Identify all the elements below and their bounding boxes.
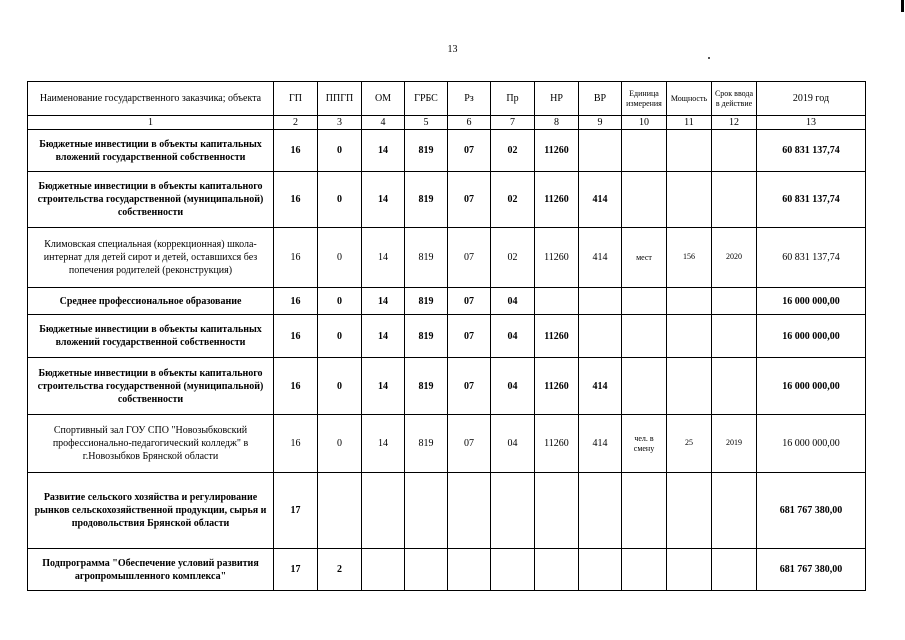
unit-cell <box>622 473 667 549</box>
nr-cell: 11260 <box>535 228 579 288</box>
header-capacity: Мощность <box>667 82 712 116</box>
grbs-cell: 819 <box>405 315 448 358</box>
term-cell <box>712 473 757 549</box>
om-cell: 14 <box>362 358 405 415</box>
term-cell <box>712 130 757 172</box>
term-cell <box>712 315 757 358</box>
unit-cell <box>622 315 667 358</box>
table-row <box>28 130 866 172</box>
capacity-cell: 25 <box>667 415 712 473</box>
unit-cell <box>622 130 667 172</box>
gp-cell: 16 <box>274 358 318 415</box>
amount-cell: 60 831 137,74 <box>757 130 866 172</box>
scan-edge-mark <box>901 0 904 12</box>
nr-cell <box>535 473 579 549</box>
header-term: Срок ввода в действие <box>712 82 757 116</box>
header-grbs: ГРБС <box>405 82 448 116</box>
ppgp-cell <box>318 473 362 549</box>
rz-cell: 07 <box>448 358 491 415</box>
rz-cell: 07 <box>448 228 491 288</box>
grbs-cell: 819 <box>405 358 448 415</box>
gp-cell: 17 <box>274 473 318 549</box>
unit-cell <box>622 549 667 591</box>
capacity-cell: 156 <box>667 228 712 288</box>
unit-cell: чел. в смену <box>622 415 667 473</box>
amount-cell: 681 767 380,00 <box>757 473 866 549</box>
om-cell <box>362 473 405 549</box>
amount-cell: 16 000 000,00 <box>757 315 866 358</box>
unit-cell <box>622 288 667 315</box>
term-cell: 2020 <box>712 228 757 288</box>
object-name: Развитие сельского хозяйства и регулирование рынков сельскохозяйственной продукции, сырья и продовольствия Брянской области <box>28 473 274 549</box>
amount-cell: 16 000 000,00 <box>757 288 866 315</box>
pr-cell: 02 <box>491 228 535 288</box>
pr-cell: 04 <box>491 288 535 315</box>
unit-cell <box>622 172 667 228</box>
capacity-cell <box>667 315 712 358</box>
header-name: Наименование государственного заказчика; объекта <box>28 82 274 116</box>
om-cell: 14 <box>362 130 405 172</box>
column-number: 3 <box>318 116 362 130</box>
header-om: ОМ <box>362 82 405 116</box>
pr-cell: 04 <box>491 415 535 473</box>
table-row <box>28 288 866 315</box>
term-cell <box>712 172 757 228</box>
ppgp-cell: 0 <box>318 228 362 288</box>
table-row <box>28 549 866 591</box>
grbs-cell: 819 <box>405 415 448 473</box>
rz-cell: 07 <box>448 288 491 315</box>
gp-cell: 16 <box>274 228 318 288</box>
rz-cell <box>448 473 491 549</box>
nr-cell: 11260 <box>535 172 579 228</box>
rz-cell <box>448 549 491 591</box>
grbs-cell: 819 <box>405 228 448 288</box>
ppgp-cell: 2 <box>318 549 362 591</box>
vr-cell <box>579 549 622 591</box>
unit-cell <box>622 358 667 415</box>
object-name: Подпрограмма "Обеспечение условий развития агропромышленного комплекса" <box>28 549 274 591</box>
amount-cell: 16 000 000,00 <box>757 415 866 473</box>
scan-dot-mark <box>708 57 710 59</box>
grbs-cell <box>405 549 448 591</box>
nr-cell <box>535 549 579 591</box>
gp-cell: 17 <box>274 549 318 591</box>
grbs-cell <box>405 473 448 549</box>
om-cell: 14 <box>362 415 405 473</box>
pr-cell: 02 <box>491 172 535 228</box>
nr-cell: 11260 <box>535 415 579 473</box>
gp-cell: 16 <box>274 315 318 358</box>
object-name: Бюджетные инвестиции в объекты капитальных вложений государственной собственности <box>28 130 274 172</box>
om-cell: 14 <box>362 288 405 315</box>
header-year: 2019 год <box>757 82 866 116</box>
capacity-cell <box>667 288 712 315</box>
table-row <box>28 315 866 358</box>
page-number: 13 <box>447 44 458 55</box>
gp-cell: 16 <box>274 288 318 315</box>
nr-cell: 11260 <box>535 315 579 358</box>
om-cell: 14 <box>362 172 405 228</box>
column-number: 13 <box>757 116 866 130</box>
vr-cell <box>579 473 622 549</box>
column-number: 10 <box>622 116 667 130</box>
nr-cell: 11260 <box>535 130 579 172</box>
column-number: 9 <box>579 116 622 130</box>
capacity-cell <box>667 130 712 172</box>
grbs-cell: 819 <box>405 288 448 315</box>
gp-cell: 16 <box>274 130 318 172</box>
pr-cell <box>491 473 535 549</box>
vr-cell: 414 <box>579 415 622 473</box>
gp-cell: 16 <box>274 415 318 473</box>
column-number: 5 <box>405 116 448 130</box>
rz-cell: 07 <box>448 130 491 172</box>
ppgp-cell: 0 <box>318 288 362 315</box>
object-name: Бюджетные инвестиции в объекты капитальных вложений государственной собственности <box>28 315 274 358</box>
nr-cell <box>535 288 579 315</box>
header-unit: Единица измерения <box>622 82 667 116</box>
ppgp-cell: 0 <box>318 415 362 473</box>
capacity-cell <box>667 358 712 415</box>
column-number: 2 <box>274 116 318 130</box>
object-name: Бюджетные инвестиции в объекты капитального строительства государственной (муниципальной) собственности <box>28 358 274 415</box>
rz-cell: 07 <box>448 415 491 473</box>
grbs-cell: 819 <box>405 172 448 228</box>
vr-cell <box>579 130 622 172</box>
unit-cell: мест <box>622 228 667 288</box>
header-row <box>28 82 866 116</box>
header-pr: Пр <box>491 82 535 116</box>
rz-cell: 07 <box>448 172 491 228</box>
column-number: 11 <box>667 116 712 130</box>
column-number: 6 <box>448 116 491 130</box>
amount-cell: 60 831 137,74 <box>757 228 866 288</box>
vr-cell: 414 <box>579 172 622 228</box>
ppgp-cell: 0 <box>318 315 362 358</box>
column-number-row <box>28 116 866 130</box>
header-vr: ВР <box>579 82 622 116</box>
term-cell <box>712 358 757 415</box>
column-number: 7 <box>491 116 535 130</box>
capacity-cell <box>667 172 712 228</box>
capacity-cell <box>667 473 712 549</box>
pr-cell: 04 <box>491 358 535 415</box>
column-number: 4 <box>362 116 405 130</box>
rz-cell: 07 <box>448 315 491 358</box>
table-row <box>28 415 866 473</box>
header-gp: ГП <box>274 82 318 116</box>
column-number: 12 <box>712 116 757 130</box>
gp-cell: 16 <box>274 172 318 228</box>
vr-cell <box>579 288 622 315</box>
grbs-cell: 819 <box>405 130 448 172</box>
table-row <box>28 358 866 415</box>
nr-cell: 11260 <box>535 358 579 415</box>
pr-cell: 04 <box>491 315 535 358</box>
om-cell: 14 <box>362 228 405 288</box>
header-nr: НР <box>535 82 579 116</box>
ppgp-cell: 0 <box>318 130 362 172</box>
term-cell <box>712 549 757 591</box>
om-cell <box>362 549 405 591</box>
term-cell: 2019 <box>712 415 757 473</box>
column-number: 1 <box>28 116 274 130</box>
capacity-cell <box>667 549 712 591</box>
pr-cell <box>491 549 535 591</box>
amount-cell: 681 767 380,00 <box>757 549 866 591</box>
ppgp-cell: 0 <box>318 172 362 228</box>
term-cell <box>712 288 757 315</box>
object-name: Среднее профессиональное образование <box>28 288 274 315</box>
amount-cell: 60 831 137,74 <box>757 172 866 228</box>
vr-cell: 414 <box>579 228 622 288</box>
table-row <box>28 228 866 288</box>
table-row <box>28 172 866 228</box>
header-ppgp: ППГП <box>318 82 362 116</box>
object-name: Климовская специальная (коррекционная) школа-интернат для детей сирот и детей, оставшихся без попечения родителей (реконструкция) <box>28 228 274 288</box>
amount-cell: 16 000 000,00 <box>757 358 866 415</box>
object-name: Бюджетные инвестиции в объекты капитального строительства государственной (муниципальной) собственности <box>28 172 274 228</box>
header-rz: Рз <box>448 82 491 116</box>
object-name: Спортивный зал ГОУ СПО "Новозыбковский профессионально-педагогический колледж" в г.Новозыбков Брянской области <box>28 415 274 473</box>
om-cell: 14 <box>362 315 405 358</box>
pr-cell: 02 <box>491 130 535 172</box>
ppgp-cell: 0 <box>318 358 362 415</box>
table-row <box>28 473 866 549</box>
vr-cell <box>579 315 622 358</box>
vr-cell: 414 <box>579 358 622 415</box>
budget-table <box>27 81 866 591</box>
column-number: 8 <box>535 116 579 130</box>
